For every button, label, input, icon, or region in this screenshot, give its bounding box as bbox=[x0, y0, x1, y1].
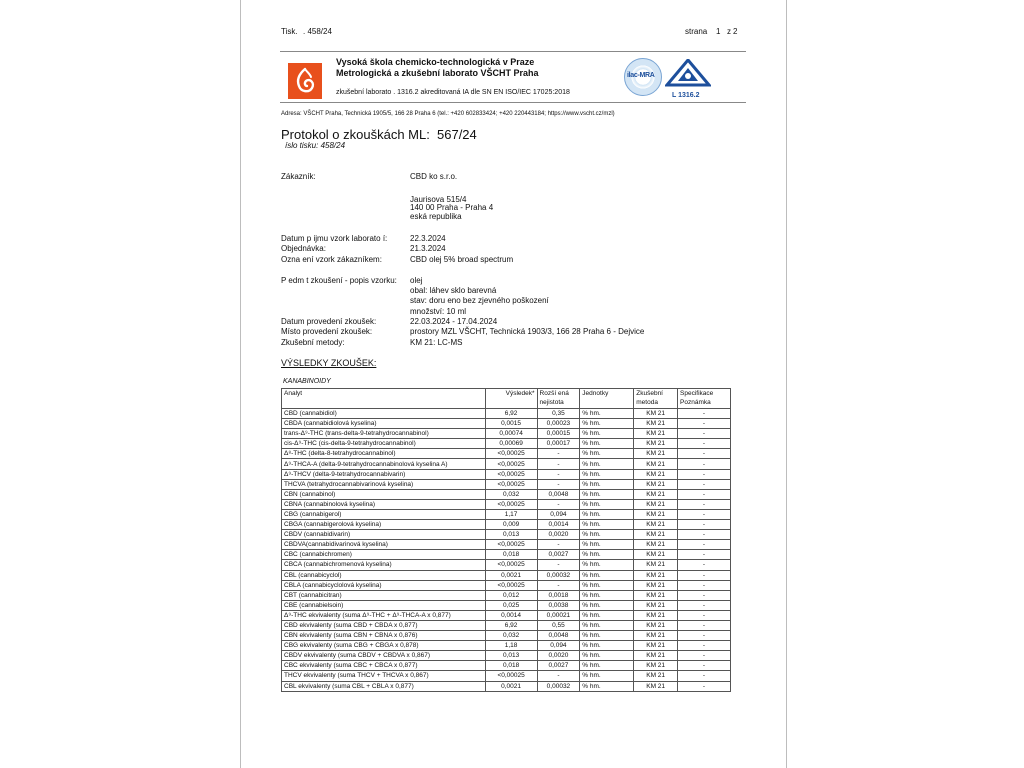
result-cell: 0,009 bbox=[485, 520, 537, 530]
units-cell: % hm. bbox=[580, 489, 634, 499]
customer-label: Zákazník: bbox=[281, 172, 316, 181]
specification-cell: - bbox=[678, 610, 731, 620]
result-cell: 0,0021 bbox=[485, 681, 537, 691]
table-row bbox=[282, 610, 731, 620]
table-row bbox=[282, 560, 731, 570]
customer-name: CBD ko s.r.o. bbox=[410, 172, 458, 181]
method-cell: KM 21 bbox=[634, 641, 678, 651]
specification-cell: - bbox=[678, 459, 731, 469]
method-cell: KM 21 bbox=[634, 429, 678, 439]
analyte-cell: Δ⁹-THC ekvivalenty (suma Δ⁹-THC + Δ⁹-THCA-A x 0,877) bbox=[282, 610, 486, 620]
analyte-cell: Δ⁹-THCV (delta-9-tetrahydrocannabivarin) bbox=[282, 469, 486, 479]
specification-cell: - bbox=[678, 479, 731, 489]
table-row bbox=[282, 509, 731, 519]
result-cell: 6,92 bbox=[485, 620, 537, 630]
table-row bbox=[282, 520, 731, 530]
uncertainty-cell: 0,00032 bbox=[537, 681, 580, 691]
method-cell: KM 21 bbox=[634, 409, 678, 419]
table-row bbox=[282, 459, 731, 469]
units-cell: % hm. bbox=[580, 540, 634, 550]
analyte-cell: CBG ekvivalenty (suma CBG + CBGA x 0,878) bbox=[282, 641, 486, 651]
uncertainty-cell: - bbox=[537, 459, 580, 469]
method-cell: KM 21 bbox=[634, 590, 678, 600]
col-units: Jednotky bbox=[580, 389, 634, 409]
specification-cell: - bbox=[678, 439, 731, 449]
specification-cell: - bbox=[678, 409, 731, 419]
protocol-title: Protokol o zkouškách ML: bbox=[281, 127, 430, 142]
method-cell: KM 21 bbox=[634, 620, 678, 630]
uncertainty-cell: 0,0027 bbox=[537, 550, 580, 560]
uncertainty-cell: 0,35 bbox=[537, 409, 580, 419]
units-cell: % hm. bbox=[580, 459, 634, 469]
method-cell: KM 21 bbox=[634, 631, 678, 641]
table-row bbox=[282, 489, 731, 499]
subject-value: olej bbox=[410, 276, 423, 285]
analyte-cell: CBNA (cannabinolová kyselina) bbox=[282, 499, 486, 509]
institution-name: Vysoká škola chemicko-technologická v Praze bbox=[336, 57, 535, 67]
result-cell: <0,00025 bbox=[485, 449, 537, 459]
table-row bbox=[282, 651, 731, 661]
units-cell: % hm. bbox=[580, 530, 634, 540]
uncertainty-cell: 0,094 bbox=[537, 509, 580, 519]
specification-cell: - bbox=[678, 429, 731, 439]
uncertainty-cell: 0,0014 bbox=[537, 520, 580, 530]
uncertainty-cell: 0,00015 bbox=[537, 429, 580, 439]
specification-cell: - bbox=[678, 469, 731, 479]
method-cell: KM 21 bbox=[634, 540, 678, 550]
analyte-cell: Δ⁸-THC (delta-8-tetrahydrocannabinol) bbox=[282, 449, 486, 459]
place-label: Místo provedení zkoušek: bbox=[281, 327, 373, 336]
specification-cell: - bbox=[678, 489, 731, 499]
packaging-value: obal: láhev sklo barevná bbox=[410, 286, 497, 295]
place-value: prostory MZL VŠCHT, Technická 1903/3, 166 28 Praha 6 - Dejvice bbox=[410, 327, 645, 336]
uncertainty-cell: - bbox=[537, 479, 580, 489]
uncertainty-cell: - bbox=[537, 560, 580, 570]
analyte-cell: CBD ekvivalenty (suma CBD + CBDA x 0,877) bbox=[282, 620, 486, 630]
method-cell: KM 21 bbox=[634, 651, 678, 661]
section-title: KANABINOIDY bbox=[283, 378, 331, 385]
cia-number: L 1316.2 bbox=[672, 92, 700, 99]
order-label: Objednávka: bbox=[281, 244, 326, 253]
uncertainty-cell: 0,0020 bbox=[537, 651, 580, 661]
analyte-cell: CBC ekvivalenty (suma CBC + CBCA x 0,877) bbox=[282, 661, 486, 671]
analyte-cell: CBCA (cannabichromenová kyselina) bbox=[282, 560, 486, 570]
result-cell: <0,00025 bbox=[485, 540, 537, 550]
result-cell: 1,18 bbox=[485, 641, 537, 651]
analyte-cell: THCV ekvivalenty (suma THCV + THCVA x 0,867) bbox=[282, 671, 486, 681]
results-heading: VÝSLEDKY ZKOUŠEK: bbox=[281, 358, 377, 368]
specification-cell: - bbox=[678, 620, 731, 630]
col-uncertainty: Rozší ená nejistota bbox=[537, 389, 580, 409]
table-row bbox=[282, 540, 731, 550]
specification-cell: - bbox=[678, 509, 731, 519]
specification-cell: - bbox=[678, 550, 731, 560]
method-cell: KM 21 bbox=[634, 570, 678, 580]
specification-cell: - bbox=[678, 560, 731, 570]
units-cell: % hm. bbox=[580, 479, 634, 489]
analyte-cell: CBDV ekvivalenty (suma CBDV + CBDVA x 0,867) bbox=[282, 651, 486, 661]
units-cell: % hm. bbox=[580, 570, 634, 580]
units-cell: % hm. bbox=[580, 641, 634, 651]
method-cell: KM 21 bbox=[634, 419, 678, 429]
method-cell: KM 21 bbox=[634, 550, 678, 560]
table-row bbox=[282, 641, 731, 651]
analyte-cell: CBD (cannabidiol) bbox=[282, 409, 486, 419]
table-row bbox=[282, 530, 731, 540]
analyte-cell: cis-Δ⁹-THC (cis-delta-9-tetrahydrocannabinol) bbox=[282, 439, 486, 449]
uncertainty-cell: 0,00023 bbox=[537, 419, 580, 429]
analyte-cell: CBL ekvivalenty (suma CBL + CBLA x 0,877) bbox=[282, 681, 486, 691]
result-cell: <0,00025 bbox=[485, 479, 537, 489]
units-cell: % hm. bbox=[580, 429, 634, 439]
protocol-number: 567/24 bbox=[437, 127, 477, 142]
units-cell: % hm. bbox=[580, 509, 634, 519]
result-cell: 0,025 bbox=[485, 600, 537, 610]
table-row bbox=[282, 681, 731, 691]
units-cell: % hm. bbox=[580, 651, 634, 661]
method-cell: KM 21 bbox=[634, 560, 678, 570]
units-cell: % hm. bbox=[580, 590, 634, 600]
result-cell: 0,013 bbox=[485, 530, 537, 540]
method-cell: KM 21 bbox=[634, 469, 678, 479]
units-cell: % hm. bbox=[580, 681, 634, 691]
table-row bbox=[282, 409, 731, 419]
print-label: Tisk. bbox=[281, 27, 298, 36]
result-cell: 0,018 bbox=[485, 661, 537, 671]
uncertainty-cell: 0,00032 bbox=[537, 570, 580, 580]
units-cell: % hm. bbox=[580, 661, 634, 671]
methods-label: Zkušební metody: bbox=[281, 338, 345, 347]
specification-cell: - bbox=[678, 661, 731, 671]
table-row bbox=[282, 631, 731, 641]
received-label: Datum p ijmu vzork laborato í: bbox=[281, 234, 388, 243]
table-row bbox=[282, 469, 731, 479]
method-cell: KM 21 bbox=[634, 499, 678, 509]
result-cell: 0,00069 bbox=[485, 439, 537, 449]
analyte-cell: CBN ekvivalenty (suma CBN + CBNA x 0,876) bbox=[282, 631, 486, 641]
units-cell: % hm. bbox=[580, 620, 634, 630]
method-cell: KM 21 bbox=[634, 530, 678, 540]
units-cell: % hm. bbox=[580, 580, 634, 590]
method-cell: KM 21 bbox=[634, 439, 678, 449]
analyte-cell: CBN (cannabinol) bbox=[282, 489, 486, 499]
col-method: Zkušební metoda bbox=[634, 389, 678, 409]
table-row bbox=[282, 590, 731, 600]
uncertainty-cell: - bbox=[537, 671, 580, 681]
analyte-cell: THCVA (tetrahydrocannabivarinová kyselina) bbox=[282, 479, 486, 489]
test-date-label: Datum provedení zkoušek: bbox=[281, 317, 377, 326]
analyte-cell: CBG (cannabigerol) bbox=[282, 509, 486, 519]
units-cell: % hm. bbox=[580, 409, 634, 419]
page-label: strana bbox=[685, 27, 708, 36]
uncertainty-cell: 0,0048 bbox=[537, 631, 580, 641]
print-number-subtitle: íslo tisku: 458/24 bbox=[285, 141, 346, 150]
units-cell: % hm. bbox=[580, 439, 634, 449]
ilac-mra-text: ilac-MRA bbox=[627, 72, 655, 79]
specification-cell: - bbox=[678, 580, 731, 590]
uncertainty-cell: 0,0027 bbox=[537, 661, 580, 671]
units-cell: % hm. bbox=[580, 520, 634, 530]
analyte-cell: CBDV (cannabidivarin) bbox=[282, 530, 486, 540]
result-cell: <0,00025 bbox=[485, 560, 537, 570]
uncertainty-cell: - bbox=[537, 580, 580, 590]
result-cell: <0,00025 bbox=[485, 499, 537, 509]
specification-cell: - bbox=[678, 600, 731, 610]
result-cell: 0,0014 bbox=[485, 610, 537, 620]
uncertainty-cell: - bbox=[537, 499, 580, 509]
result-cell: 1,17 bbox=[485, 509, 537, 519]
order-date: 21.3.2024 bbox=[410, 244, 446, 253]
result-cell: <0,00025 bbox=[485, 580, 537, 590]
result-cell: 0,013 bbox=[485, 651, 537, 661]
units-cell: % hm. bbox=[580, 469, 634, 479]
uncertainty-cell: - bbox=[537, 540, 580, 550]
result-cell: 0,032 bbox=[485, 631, 537, 641]
method-cell: KM 21 bbox=[634, 449, 678, 459]
method-cell: KM 21 bbox=[634, 681, 678, 691]
page-of: z bbox=[727, 27, 731, 36]
result-cell: 6,92 bbox=[485, 409, 537, 419]
flame-icon bbox=[288, 63, 322, 99]
customer-country: eská republika bbox=[410, 212, 462, 221]
method-cell: KM 21 bbox=[634, 580, 678, 590]
analyte-cell: CBDA (cannabidiolová kyselina) bbox=[282, 419, 486, 429]
uncertainty-cell: 0,0038 bbox=[537, 600, 580, 610]
analyte-cell: CBGA (cannabigerolová kyselina) bbox=[282, 520, 486, 530]
customer-street: Jaurisova 515/4 bbox=[410, 195, 467, 204]
result-cell: <0,00025 bbox=[485, 459, 537, 469]
specification-cell: - bbox=[678, 641, 731, 651]
result-cell: 0,018 bbox=[485, 550, 537, 560]
table-row bbox=[282, 661, 731, 671]
units-cell: % hm. bbox=[580, 610, 634, 620]
analyte-cell: CBL (cannabicyclol) bbox=[282, 570, 486, 580]
results-table-body bbox=[282, 409, 731, 692]
cia-triangle-logo bbox=[665, 59, 711, 91]
specification-cell: - bbox=[678, 681, 731, 691]
methods-value: KM 21: LC-MS bbox=[410, 338, 463, 347]
specification-cell: - bbox=[678, 520, 731, 530]
table-row bbox=[282, 499, 731, 509]
method-cell: KM 21 bbox=[634, 509, 678, 519]
table-row bbox=[282, 570, 731, 580]
result-cell: 0,012 bbox=[485, 590, 537, 600]
vscht-logo bbox=[288, 63, 322, 99]
table-row bbox=[282, 580, 731, 590]
units-cell: % hm. bbox=[580, 560, 634, 570]
table-row bbox=[282, 449, 731, 459]
header-rule-top bbox=[280, 51, 746, 52]
uncertainty-cell: 0,0048 bbox=[537, 489, 580, 499]
analyte-cell: CBT (cannabicitran) bbox=[282, 590, 486, 600]
table-row bbox=[282, 671, 731, 681]
uncertainty-cell: 0,0018 bbox=[537, 590, 580, 600]
method-cell: KM 21 bbox=[634, 479, 678, 489]
uncertainty-cell: 0,00021 bbox=[537, 610, 580, 620]
received-date: 22.3.2024 bbox=[410, 234, 446, 243]
units-cell: % hm. bbox=[580, 499, 634, 509]
method-cell: KM 21 bbox=[634, 661, 678, 671]
customer-city: 140 00 Praha - Praha 4 bbox=[410, 203, 494, 212]
specification-cell: - bbox=[678, 499, 731, 509]
table-header-row bbox=[282, 389, 731, 409]
table-row bbox=[282, 550, 731, 560]
table-row bbox=[282, 600, 731, 610]
uncertainty-cell: 0,0020 bbox=[537, 530, 580, 540]
analyte-cell: CBDVA(cannabidivarinová kyselina) bbox=[282, 540, 486, 550]
method-cell: KM 21 bbox=[634, 610, 678, 620]
col-specification: Specifikace Poznámka bbox=[678, 389, 731, 409]
analyte-cell: trans-Δ⁹-THC (trans-delta-9-tetrahydrocannabinol) bbox=[282, 429, 486, 439]
analyte-cell: CBLA (cannabicyclolová kyselina) bbox=[282, 580, 486, 590]
condition-value: stav: doru eno bez zjevného poškození bbox=[410, 296, 549, 305]
sample-name: CBD olej 5% broad spectrum bbox=[410, 255, 514, 264]
address-line: Adresa: VŠCHT Praha, Technická 1905/5, 166 28 Praha 6 (tel.: +420 602833424; +420 220443184; https://www.vscht.cz/mzl) bbox=[281, 111, 615, 117]
method-cell: KM 21 bbox=[634, 489, 678, 499]
lab-name: Metrologická a zkušební laborato VŠCHT Praha bbox=[336, 68, 539, 78]
specification-cell: - bbox=[678, 530, 731, 540]
result-cell: <0,00025 bbox=[485, 469, 537, 479]
analyte-cell: Δ⁹-THCA-A (delta-9-tetrahydrocannabinolová kyselina A) bbox=[282, 459, 486, 469]
method-cell: KM 21 bbox=[634, 520, 678, 530]
units-cell: % hm. bbox=[580, 419, 634, 429]
table-row bbox=[282, 419, 731, 429]
result-cell: <0,00025 bbox=[485, 671, 537, 681]
page-total: 2 bbox=[733, 27, 738, 36]
units-cell: % hm. bbox=[580, 631, 634, 641]
table-row bbox=[282, 439, 731, 449]
sample-label: Ozna ení vzork zákazníkem: bbox=[281, 255, 382, 264]
specification-cell: - bbox=[678, 631, 731, 641]
units-cell: % hm. bbox=[580, 600, 634, 610]
units-cell: % hm. bbox=[580, 550, 634, 560]
specification-cell: - bbox=[678, 651, 731, 661]
result-cell: 0,00074 bbox=[485, 429, 537, 439]
table-row bbox=[282, 429, 731, 439]
result-cell: 0,0021 bbox=[485, 570, 537, 580]
result-cell: 0,0015 bbox=[485, 419, 537, 429]
analyte-cell: CBC (cannabichromen) bbox=[282, 550, 486, 560]
page-current: 1 bbox=[716, 27, 721, 36]
quantity-value: množství: 10 ml bbox=[410, 307, 467, 316]
specification-cell: - bbox=[678, 419, 731, 429]
specification-cell: - bbox=[678, 540, 731, 550]
method-cell: KM 21 bbox=[634, 459, 678, 469]
method-cell: KM 21 bbox=[634, 600, 678, 610]
uncertainty-cell: 0,00017 bbox=[537, 439, 580, 449]
analyte-cell: CBE (cannabielsoin) bbox=[282, 600, 486, 610]
table-row bbox=[282, 479, 731, 489]
uncertainty-cell: 0,094 bbox=[537, 641, 580, 651]
test-date-value: 22.03.2024 - 17.04.2024 bbox=[410, 317, 498, 326]
method-cell: KM 21 bbox=[634, 671, 678, 681]
accreditation-text: zkušební laborato . 1316.2 akreditovaná IA dle SN EN ISO/IEC 17025:2018 bbox=[336, 89, 570, 96]
uncertainty-cell: - bbox=[537, 449, 580, 459]
uncertainty-cell: - bbox=[537, 469, 580, 479]
units-cell: % hm. bbox=[580, 449, 634, 459]
specification-cell: - bbox=[678, 671, 731, 681]
header-rule-bottom bbox=[280, 102, 746, 103]
specification-cell: - bbox=[678, 570, 731, 580]
specification-cell: - bbox=[678, 449, 731, 459]
print-number: . 458/24 bbox=[303, 27, 332, 36]
uncertainty-cell: 0,55 bbox=[537, 620, 580, 630]
subject-label: P edm t zkoušení - popis vzorku: bbox=[281, 276, 397, 285]
result-cell: 0,032 bbox=[485, 489, 537, 499]
ilac-mra-logo bbox=[624, 58, 662, 96]
results-table bbox=[281, 388, 731, 692]
units-cell: % hm. bbox=[580, 671, 634, 681]
col-analyt: Analyt bbox=[282, 389, 486, 409]
col-result: Výsledek* bbox=[485, 389, 537, 409]
specification-cell: - bbox=[678, 590, 731, 600]
document-page bbox=[240, 0, 787, 768]
table-row bbox=[282, 620, 731, 630]
